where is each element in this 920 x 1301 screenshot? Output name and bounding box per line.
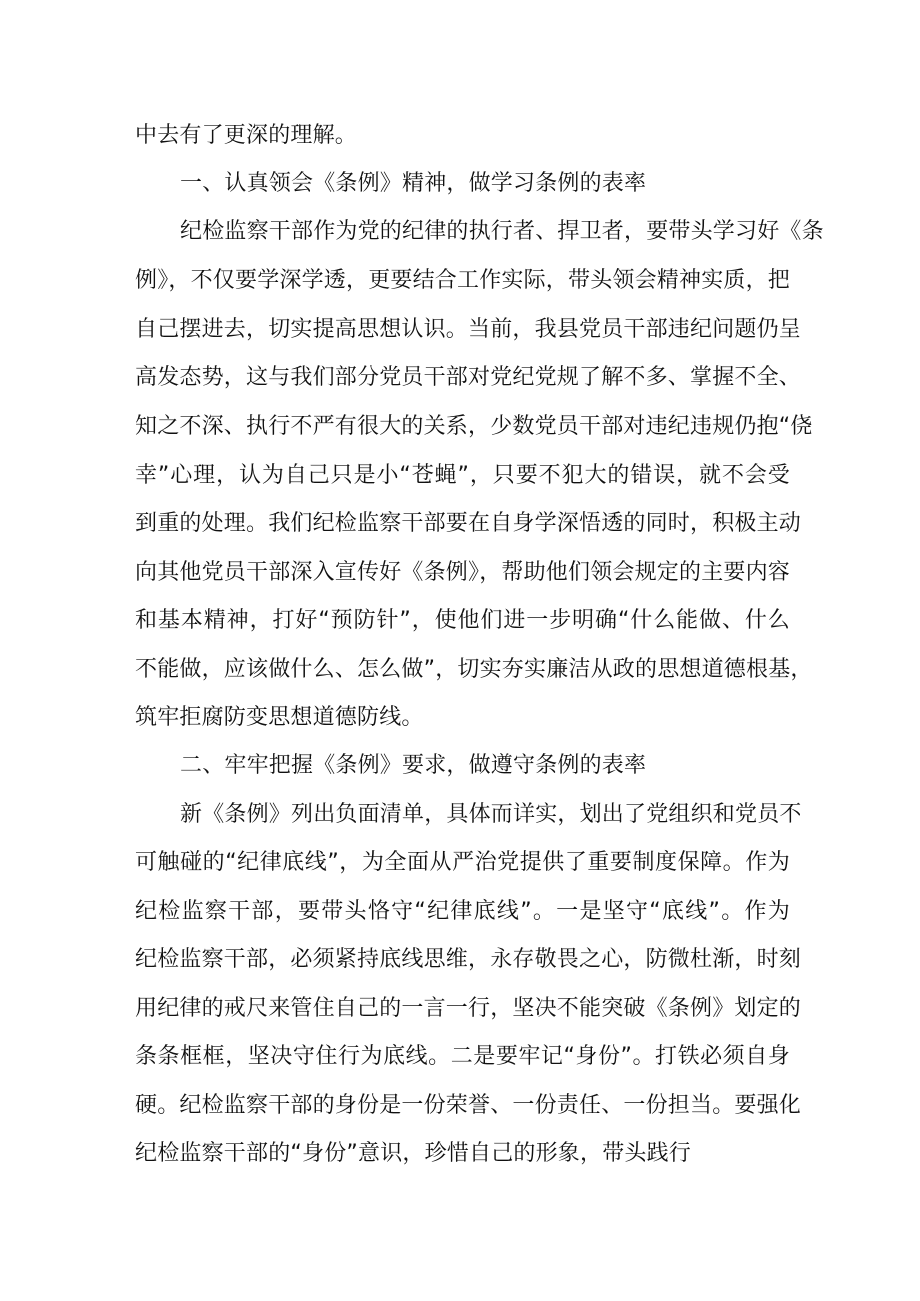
paragraph-line: 幸”心理，认为自己只是小“苍蝇”，只要不犯大的错误，就不会受 [135,463,790,488]
paragraph-line: 新《条例》列出负面清单，具体而详实，划出了党组织和党员不 [180,802,802,827]
paragraph-line: 筑牢拒腐防变思想道德防线。 [135,705,424,730]
section-heading: 二、牢牢把握《条例》要求，做遵守条例的表率 [180,753,647,778]
paragraph-line: 纪检监察干部的“身份”意识，珍惜自己的形象，带头践行 [135,1141,691,1166]
paragraph-line: 自己摆进去，切实提高思想认识。当前，我县党员干部违纪问题仍呈 [135,317,802,342]
section-heading: 一、认真领会《条例》精神，做学习条例的表率 [180,171,647,196]
paragraph-line: 用纪律的戒尺来管住自己的一言一行，坚决不能突破《条例》划定的 [135,996,802,1021]
paragraph-line: 高发态势，这与我们部分党员干部对党纪党规了解不多、掌握不全、 [135,365,802,390]
paragraph-line: 纪检监察干部作为党的纪律的执行者、捍卫者，要带头学习好《条 [180,219,824,244]
paragraph-line: 纪检监察干部，必须紧持底线思维，永存敬畏之心，防微杜渐，时刻 [135,947,802,972]
paragraph-line: 硬。纪检监察干部的身份是一份荣誉、一份责任、一份担当。要强化 [135,1093,802,1118]
paragraph-line: 纪检监察干部，要带头恪守“纪律底线”。一是坚守“底线”。作为 [135,899,790,924]
paragraph-line: 向其他党员干部深入宣传好《条例》，帮助他们领会规定的主要内容 [135,560,791,585]
paragraph-line: 和基本精神，打好“预防针”，使他们进一步明确“什么能做、什么 [135,608,790,633]
paragraph-line: 可触碰的“纪律底线”，为全面从严治党提供了重要制度保障。作为 [135,850,790,875]
paragraph-line: 中去有了更深的理解。 [135,123,358,148]
paragraph-line: 条条框框，坚决守住行为底线。二是要牢记“身份”。打铁必须自身 [135,1044,790,1069]
paragraph-line: 知之不深、执行不严有很大的关系，少数党员干部对违纪违规仍抱“侥 [135,414,813,439]
paragraph-line: 不能做，应该做什么、怎么做”，切实夯实廉洁从政的思想道德根基， [135,657,813,682]
paragraph-line: 例》，不仅要学深学透，更要结合工作实际，带头领会精神实质，把 [135,268,791,293]
paragraph-line: 到重的处理。我们纪检监察干部要在自身学深悟透的同时，积极主动 [135,511,802,536]
